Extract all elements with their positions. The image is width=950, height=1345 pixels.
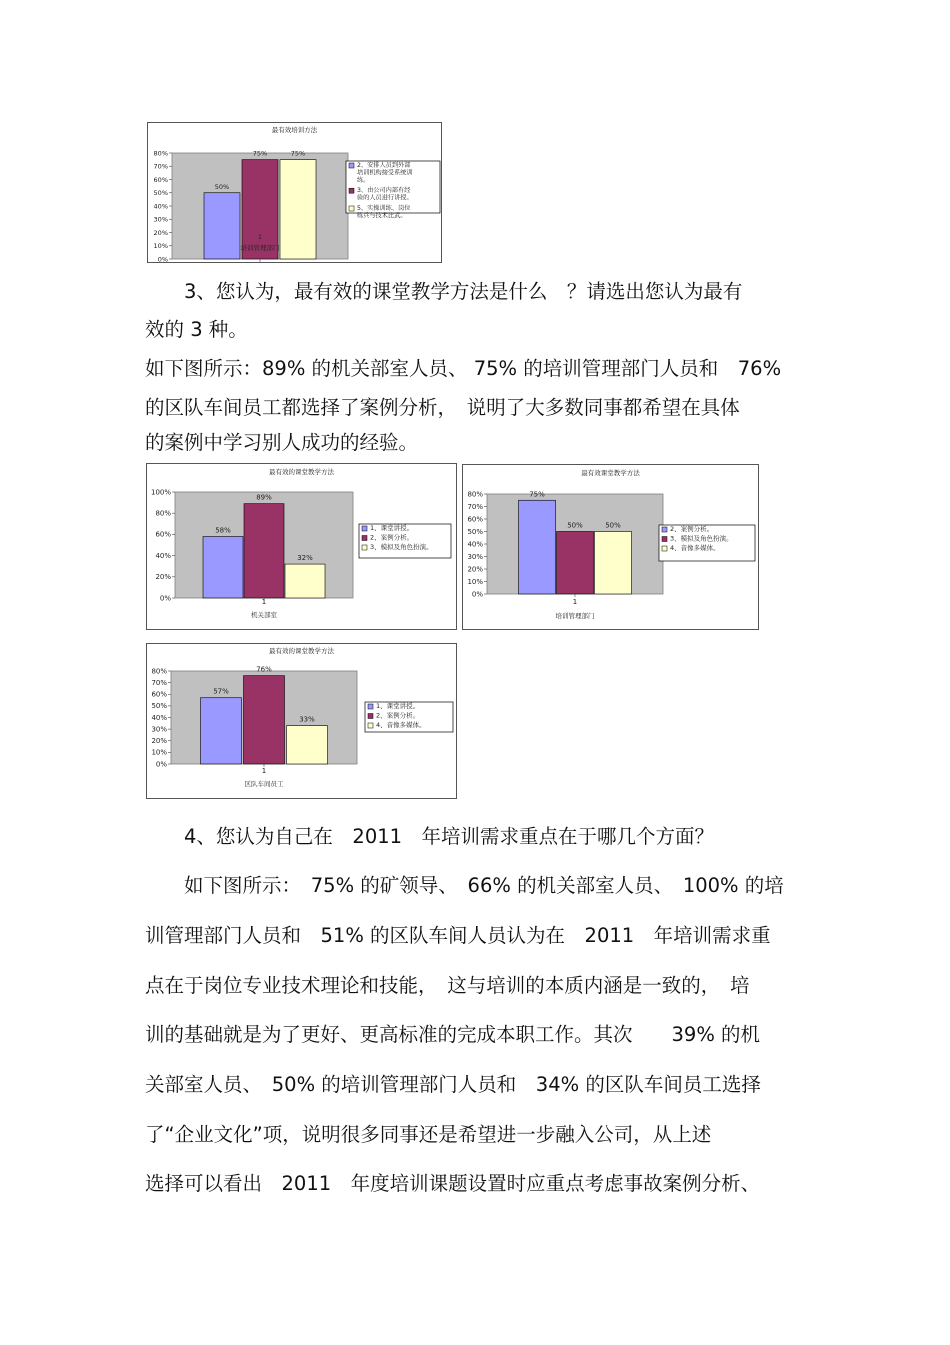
legend-swatch [349,206,354,211]
legend-label: 2、案例分析。 [376,711,420,720]
legend-swatch [368,714,373,719]
y-tick-label: 80% [155,509,171,518]
x-tick-label: 1 [257,233,263,241]
legend-label: 2、安排人员到外部 [357,162,411,169]
legend-swatch [362,545,367,550]
section-3-line: 的案例中学习别人成功的经验。 [145,431,419,454]
y-tick-label: 80% [467,490,483,499]
y-tick-label: 60% [467,515,483,524]
section-4-line: 训的基础就是为了更好、更高标准的完成本职工作。其次 39% 的机 [145,1023,761,1046]
chart-classroom-methods-workshop [146,643,457,799]
section-3-line: 的区队车间员工都选择了案例分析， 说明了大多数同事都希望在具体 [145,396,740,419]
y-tick-label: 20% [153,228,168,237]
legend-label: 3、由公司内部有经 [357,187,411,195]
x-axis-label: 培训管理部门 [555,612,595,620]
section-3-line: 效的 3 种。 [145,318,248,341]
bar [203,537,243,598]
legend-swatch [349,163,354,168]
data-label: 57% [213,687,229,696]
bar [287,726,328,764]
y-tick-label: 10% [467,577,483,586]
legend-label: 3、模拟及角色扮演。 [370,543,433,551]
chart-title: 最有效培训方法 [271,126,318,134]
legend-swatch [662,546,667,551]
data-label: 75% [252,149,268,158]
bar [557,532,594,595]
y-tick-label: 0% [159,594,171,603]
legend-swatch [368,704,373,709]
y-tick-label: 80% [153,149,168,158]
legend-label: 3、模拟及角色扮演。 [670,534,733,543]
chart-1-svg [148,123,441,262]
chart-title: 最有效课堂教学方法 [581,469,640,477]
chart-classroom-methods-training-dept [462,464,759,630]
chart-4-svg [147,644,456,798]
section-4-line: 训管理部门人员和 51% 的区队车间人员认为在 2011 年培训需求重 [145,924,771,947]
section-4-line: 点在于岗位专业技术理论和技能， 这与培训的本质内涵是一致的， 培 [145,974,750,997]
bar [519,500,556,594]
x-tick-label: 1 [572,598,578,606]
data-label: 58% [215,526,231,535]
data-label: 32% [297,554,313,563]
y-tick-label: 0% [471,590,483,599]
legend-swatch [662,527,667,532]
bar [204,193,240,259]
y-tick-label: 50% [467,527,483,536]
section-3-line: 3、您认为，最有效的课堂教学方法是什么 ？请选出您认为最有 [145,280,743,303]
y-tick-label: 80% [151,667,167,676]
y-tick-label: 60% [155,530,171,539]
y-tick-label: 50% [153,189,168,198]
y-tick-label: 40% [155,551,171,560]
legend-label: 练兵与技术比武。 [357,212,407,220]
y-tick-label: 30% [151,725,167,734]
data-label: 75% [529,490,545,499]
data-label: 50% [567,521,583,530]
y-tick-label: 20% [467,565,483,574]
bar [285,564,325,598]
legend-label: 1、课堂讲授。 [376,702,420,710]
legend-label: 2、案例分析。 [370,533,414,542]
legend-swatch [362,526,367,531]
legend-swatch [662,537,667,542]
chart-classroom-methods-office [146,463,457,630]
section-4-line: 关部室人员、 50% 的培训管理部门人员和 34% 的区队车间员工选择 [145,1073,761,1096]
y-tick-label: 0% [155,760,167,769]
chart-title: 最有效的课堂教学方法 [269,468,334,476]
data-label: 50% [605,521,621,530]
legend-label: 4、音像多媒体。 [376,721,426,729]
chart-title: 最有效的课堂教学方法 [269,647,334,655]
legend-swatch [349,188,354,193]
legend-label: 4、音像多媒体。 [670,544,720,552]
legend-swatch [368,723,373,728]
y-tick-label: 50% [151,702,167,711]
data-label: 50% [214,182,230,191]
x-tick-label: 1 [261,598,267,606]
chart-2-svg [147,464,456,629]
x-axis-label: 机关部室 [251,611,277,619]
legend-swatch [362,536,367,541]
y-tick-label: 40% [153,202,168,211]
x-axis-label: 区队车间员工 [244,780,284,788]
legend-label: 培训机构接受系统训 [357,169,413,177]
data-label: 75% [290,149,306,158]
y-tick-label: 70% [467,502,483,511]
legend-label: 1、课堂讲授。 [370,524,414,532]
data-label: 76% [256,665,272,674]
y-tick-label: 70% [151,678,167,687]
bar [244,504,284,598]
data-label: 89% [256,493,272,502]
legend-label: 练。 [357,176,370,184]
y-tick-label: 40% [151,713,167,722]
y-tick-label: 100% [150,488,171,497]
legend-label: 验的人员进行讲授。 [357,194,413,202]
bar [595,532,632,595]
y-tick-label: 60% [153,175,168,184]
y-tick-label: 40% [467,540,483,549]
section-4-line: 如下图所示： 75% 的矿领导、 66% 的机关部室人员、 100% 的培 [145,874,784,897]
section-4-line: 了“企业文化”项，说明很多同事还是希望进一步融入公司，从上述 [145,1123,712,1146]
chart-training-methods [147,122,442,263]
y-tick-label: 0% [157,255,168,262]
y-tick-label: 20% [151,737,167,746]
y-tick-label: 20% [155,573,171,582]
bar [280,160,316,259]
bar [201,698,242,764]
section-4-line: 选择可以看出 2011 年度培训课题设置时应重点考虑事故案例分析、 [145,1172,761,1195]
legend-label: 5、实操训练、岗位 [357,205,411,212]
section-4-line: 4、您认为自己在 2011 年培训需求重点在于哪几个方面？ [145,825,715,848]
legend-label: 2、案例分析。 [670,525,714,533]
y-tick-label: 70% [153,162,168,171]
y-tick-label: 30% [153,215,168,224]
x-axis-label: 培训管理部门 [240,244,280,252]
y-tick-label: 10% [153,242,168,251]
y-tick-label: 30% [467,552,483,561]
y-tick-label: 10% [151,748,167,757]
y-tick-label: 60% [151,690,167,699]
section-3-line: 如下图所示：89% 的机关部室人员、 75% 的培训管理部门人员和 76% [145,357,782,380]
data-label: 33% [299,715,315,724]
bar [244,676,285,764]
chart-3-svg [463,465,758,629]
x-tick-label: 1 [261,767,267,775]
